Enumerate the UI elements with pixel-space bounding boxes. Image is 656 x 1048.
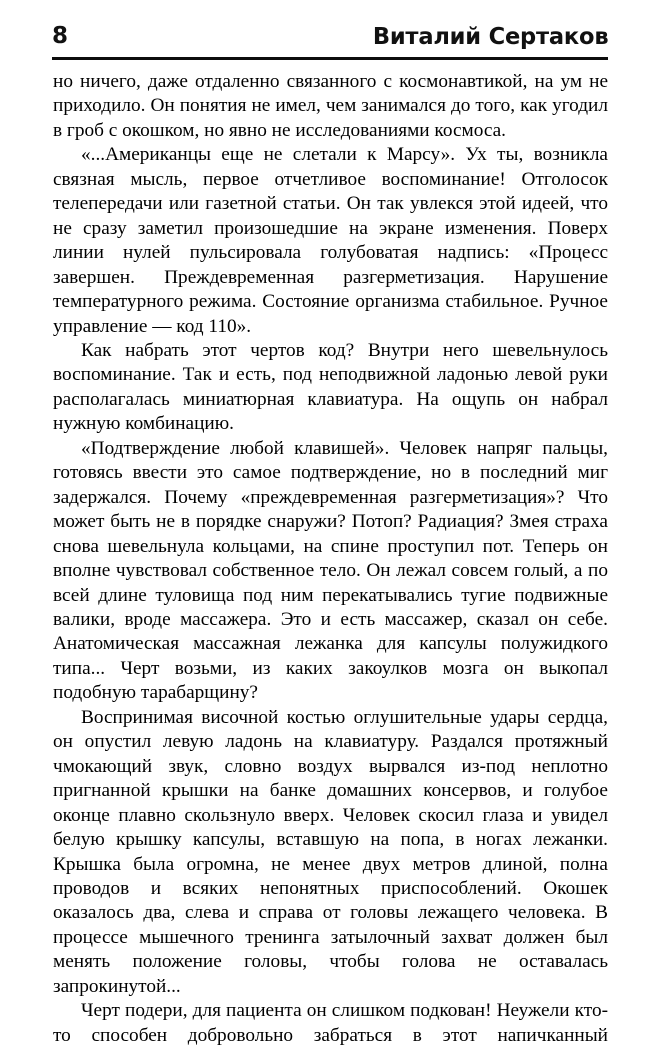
body-paragraph: Черт подери, для пациента он слишком подкован! Неужели кто-то способен добровольно забраться в этот напичканный [53,1000,608,1046]
running-title-author: Виталий Сертаков [372,21,608,50]
body-paragraph: Воспринимая височной костью оглушительные удары сердца, он опустил левую ладонь на клавиатуру. Раздался протяжный чмокающий звук, словно воздух вырвался из-под неплотно пригнанной крышки на банке домашних консервов, и голубое оконце плавно скользнуло вверх. Человек скосил глаза и увидел белую крышку капсулы, вставшую на попа, в ногах лежанки. Крышка была огромна, не менее двух метров длиной, полна проводов и всяких непонятных приспособлений. Окошек оказалось два, слева и справа от головы лежащего человека. В процессе мышечного тренинга затылочный захват должен был менять положение головы, чтобы голова не оставалась запрокинутой... [53,706,608,997]
body-paragraph: Как набрать этот чертов код? Внутри него шевельнулось воспоминание. Так и есть, под неподвижной ладонью левой руки располагалась миниатюрная клавиатура. На ощупь он набрал нужную комбинацию. [53,339,608,435]
page-number: 8 [52,23,69,49]
body-paragraph: «Подтверждение любой клавишей». Человек напряг пальцы, готовясь ввести это самое подтверждение, но в последний миг задержался. Почему «преждевременная разгерметизация»? Что может быть не в порядке снаружи? Потоп? Радиация? Змея страха снова шевельнула кольцами, на спине проступил пот. Теперь он вполне чувствовал собственное тело. Он лежал совсем голый, а по всей длине туловища под ним перекатывались тугие подвижные валики, вроде массажера. Это и есть массажер, сказал он себе. Анатомическая массажная лежанка для капсулы полужидкого типа... Черт возьми, из каких закоулков мозга он выкопал подобную тарабарщину? [53,437,608,704]
body-paragraph: «...Американцы еще не слетали к Марсу». Ух ты, возникла связная мысль, первое отчетливое воспоминание! Отголосок телепередачи или газетной статьи. Он так увлекся этой идеей, что не сразу заметил произошедшие на экране изменения. Поверх линии нулей пульсировала голубоватая надпись: «Процесс завершен. Преждевременная разгерметизация. Нарушение температурного режима. Состояние организма стабильное. Ручное управление — код 110». [53,144,608,337]
header-rule-divider [52,57,608,60]
running-head [52,14,608,48]
body-paragraph: но ничего, даже отдаленно связанного с космонавтикой, на ум не приходило. Он понятия не имел, чем занимался до того, как угодил в гроб с окошком, но явно не исследованиями космоса. [53,71,608,141]
body-text-block [53,70,608,1048]
